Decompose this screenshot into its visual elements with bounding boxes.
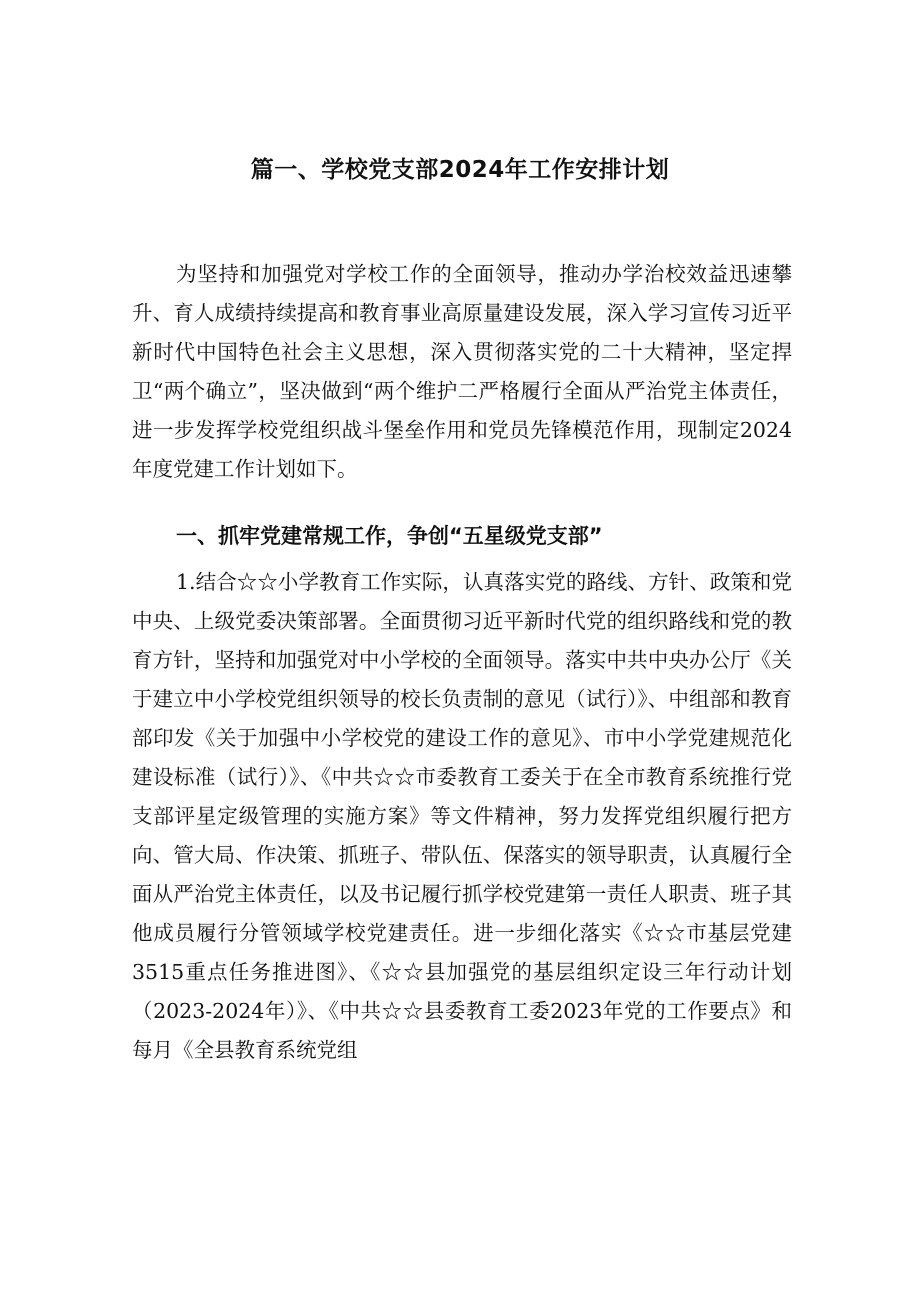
- section-heading: 一、抓牢党建常规工作，争创“五星级党支部”: [176, 524, 603, 548]
- document-title: 篇一、学校党支部2024年工作安排计划: [250, 157, 670, 183]
- intro-paragraph: 为坚持和加强党对学校工作的全面领导，推动办学治校效益迅速攀升、育人成绩持续提高和教育事业高原量建设发展，深入学习宣传习近平新时代中国特色社会主义思想，深入贯彻落实党的二十大精神，坚定捍卫“两个确立”，坚决做到“两个维护二严格履行全面从严治党主体责任，进一步发挥学校党组织战斗堡垒作用和党员先锋模范作用，现制定2024年度党建工作计划如下。: [132, 262, 792, 481]
- item-1-paragraph: 1.结合☆☆小学教育工作实际，认真落实党的路线、方针、政策和党中央、上级党委决策部署。全面贯彻习近平新时代党的组织路线和党的教育方针，坚持和加强党对中小学校的全面领导。落实中共中央办公厅《关于建立中小学校党组织领导的校长负责制的意见（试行）》、中组部和教育部印发《关于加强中小学校党的建设工作的意见》、市中小学党建规范化建设标准（试行）》、《中共☆☆市委教育工委关于在全市教育系统推行党支部评星定级管理的实施方案》等文件精神，努力发挥党组织履行把方向、管大局、作决策、抓班子、带队伍、保落实的领导职责，认真履行全面从严治党主体责任，以及书记履行抓学校党建第一责任人职责、班子其他成员履行分管领域学校党建责任。进一步细化落实《☆☆市基层党建3515重点任务推进图》、《☆☆县加强党的基层组织定设三年行动计划（2023-2024年）》、《中共☆☆县委教育工委2023年党的工作要点》和每月《全县教育系统党组: [132, 570, 792, 1062]
